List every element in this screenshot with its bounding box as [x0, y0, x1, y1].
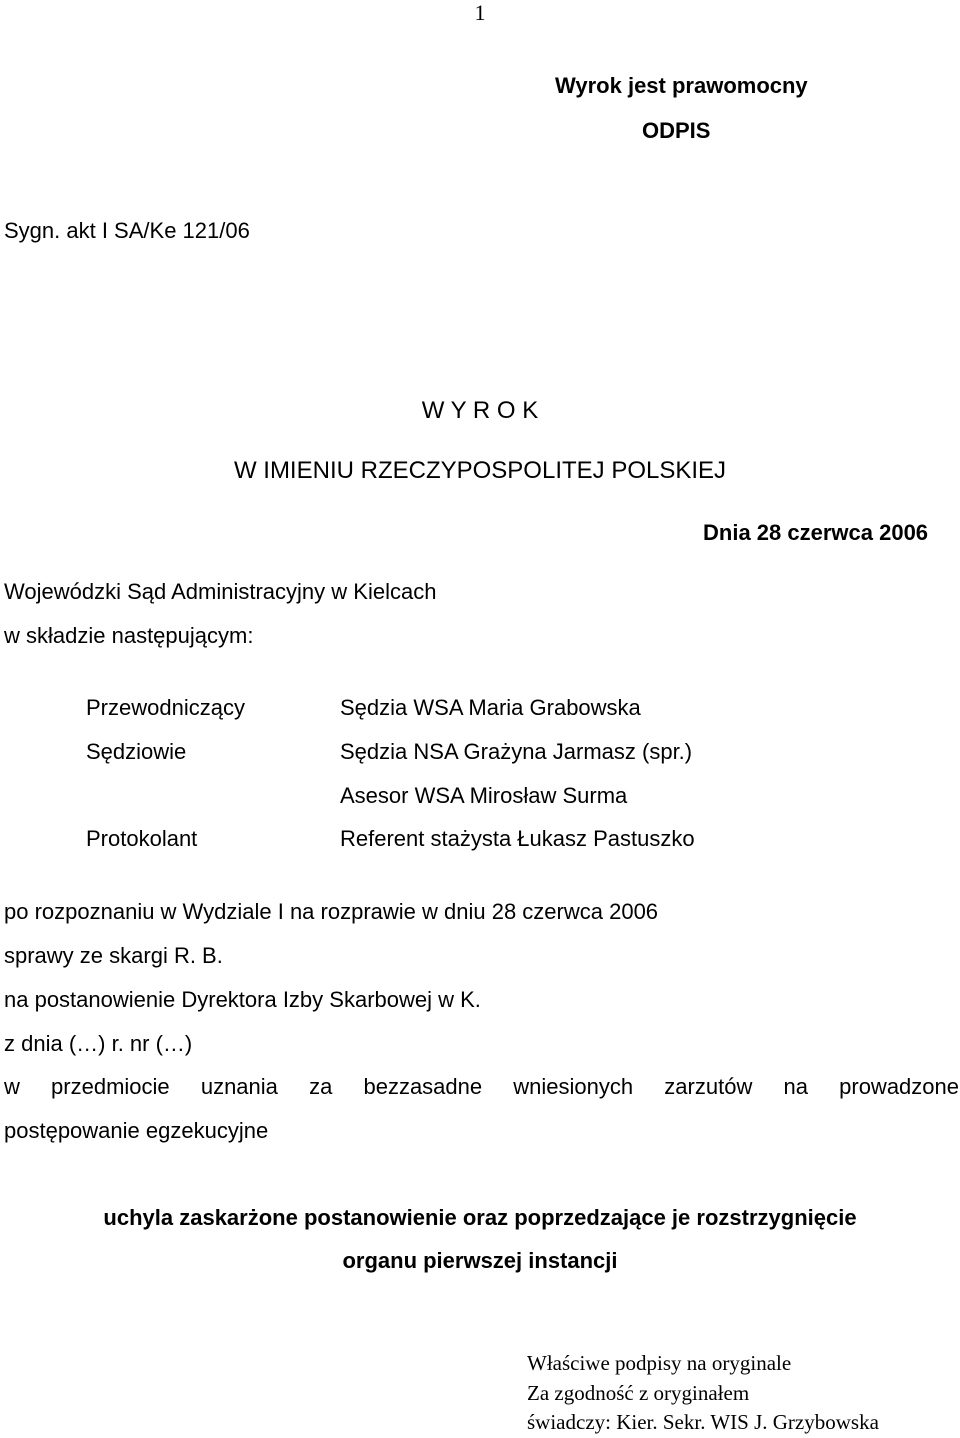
subject-line: w przedmiocie uznania za bezzasadne wniesionych zarzutów na prowadzone: [4, 1074, 959, 1099]
court-composition-intro: w składzie następującym:: [4, 623, 254, 648]
decision-line: na postanowienie Dyrektora Izby Skarbowej w K.: [4, 987, 481, 1012]
proceedings-line: po rozpoznaniu w Wydziale I na rozprawie w dniu 28 czerwca 2006: [4, 899, 659, 924]
judge-reporting: Sędzia NSA Grażyna Jarmasz (spr.): [340, 739, 693, 764]
judge-assessor: Asesor WSA Mirosław Surma: [340, 783, 628, 808]
signatures-note: Właściwe podpisy na oryginale: [527, 1351, 792, 1375]
decision-date-line: z dnia (…) r. nr (…): [4, 1031, 193, 1056]
case-reference: Sygn. akt I SA/Ke 121/06: [4, 218, 250, 243]
copy-label: ODPIS: [642, 118, 711, 143]
complaint-line: sprawy ze skargi R. B.: [4, 943, 223, 968]
document-title: W Y R O K: [421, 397, 539, 424]
court-name: Wojewódzki Sąd Administracyjny w Kielcach: [4, 579, 437, 604]
judges-role-label: Sędziowie: [86, 739, 187, 764]
validity-status: Wyrok jest prawomocny: [555, 73, 808, 98]
judgment-date: Dnia 28 czerwca 2006: [703, 520, 929, 545]
clerk-name: Referent stażysta Łukasz Pastuszko: [340, 826, 695, 851]
certifier-line: świadczy: Kier. Sekr. WIS J. Grzybowska: [527, 1410, 879, 1434]
chair-name: Sędzia WSA Maria Grabowska: [340, 695, 641, 720]
page-number: 1: [474, 0, 486, 25]
chair-role-label: Przewodniczący: [86, 695, 245, 720]
ruling-line-1: uchyla zaskarżone postanowienie oraz poprzedzające je rozstrzygnięcie: [103, 1205, 857, 1230]
conformity-note: Za zgodność z oryginałem: [527, 1381, 750, 1405]
ruling-line-2: organu pierwszej instancji: [342, 1248, 618, 1273]
subject-line-continued: postępowanie egzekucyjne: [4, 1118, 269, 1143]
clerk-role-label: Protokolant: [86, 826, 198, 851]
document-subtitle: W IMIENIU RZECZYPOSPOLITEJ POLSKIEJ: [233, 457, 727, 484]
